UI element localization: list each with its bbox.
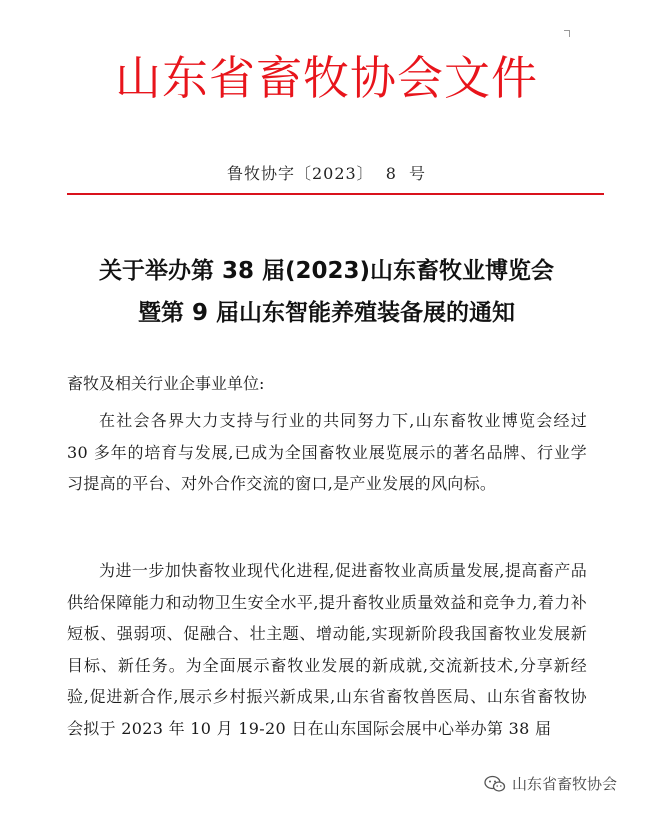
- body-paragraph-1: 在社会各界大力支持与行业的共同努力下,山东畜牧业博览会经过 30 多年的培育与发展,已成为全国畜牧业展览展示的著名品牌、行业学习提高的平台、对外合作交流的窗口,是产业发展的风向标。: [67, 411, 587, 493]
- notice-title: [0, 250, 653, 334]
- wechat-watermark: [480, 771, 621, 796]
- watermark-label: 山东省畜牧协会: [512, 775, 618, 793]
- notice-title-line-2: 暨第 9 届山东智能养殖装备展的通知: [137, 300, 516, 326]
- corner-crop-mark: [564, 30, 570, 37]
- document-header-title: 山东省畜牧协会文件: [115, 51, 538, 105]
- header-red-rule: [67, 193, 604, 195]
- body-paragraph-2: 为进一步加快畜牧业现代化进程,促进畜牧业高质量发展,提高畜产品供给保障能力和动物卫生安全水平,提升畜牧业质量效益和竞争力,着力补短板、强弱项、促融合、壮主题、增动能,实现新阶段我国畜牧业发展新目标、新任务。为全面展示畜牧业发展的新成就,交流新技术,分享新经验,促进新合作,展示乡村振兴新成果,山东省畜牧兽医局、山东省畜牧协会拟于 2023 年 10 月 19-20 日在山东国际会展中心举办第 38 届: [67, 561, 587, 738]
- notice-title-line-1: 关于举办第 38 届(2023)山东畜牧业博览会: [98, 258, 555, 284]
- wechat-icon: [484, 775, 506, 793]
- document-number: 鲁牧协字〔2023〕 8 号: [226, 164, 427, 183]
- salutation: 畜牧及相关行业企事业单位:: [67, 374, 265, 393]
